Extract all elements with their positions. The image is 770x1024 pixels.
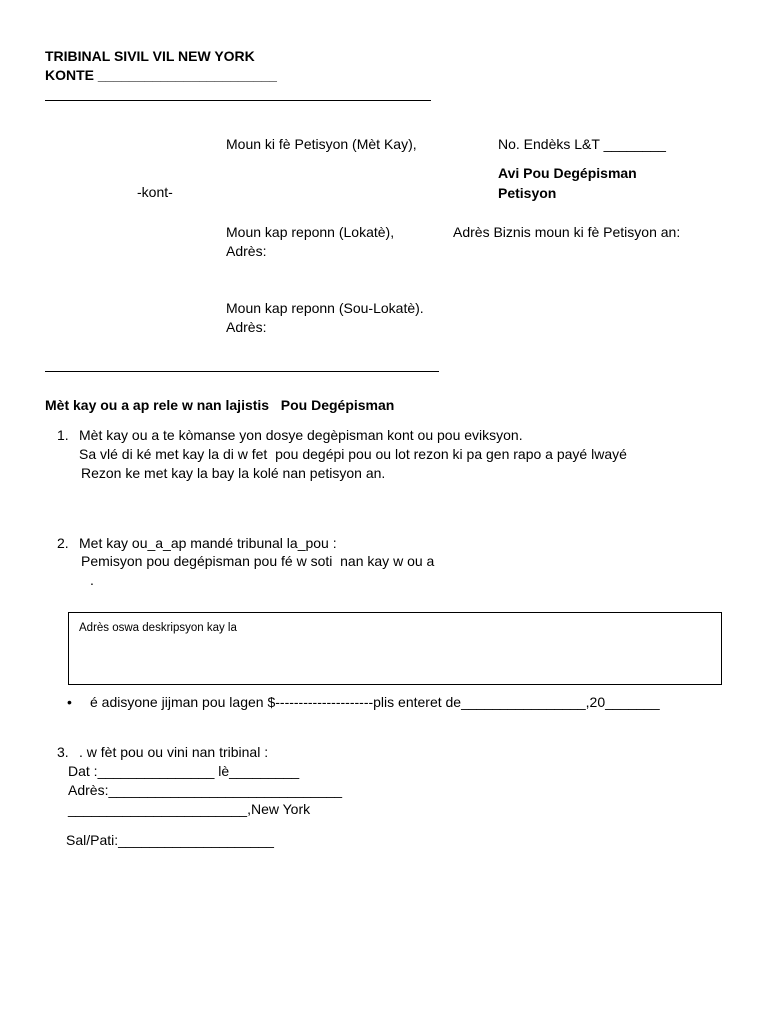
section-heading: Mèt kay ou a ap rele w nan lajistis Pou Degépisman xyxy=(45,397,395,413)
petitioner-label: Moun ki fè Petisyon (Mèt Kay), xyxy=(226,136,417,152)
notice-title-line2: Petisyon xyxy=(498,185,557,201)
header-divider xyxy=(45,100,431,101)
item3-number: 3. xyxy=(57,744,69,760)
court-title: TRIBINAL SIVIL VIL NEW YORK xyxy=(45,48,255,64)
item2-line1: Met kay ou_a_ap mandé tribunal la_pou : xyxy=(79,535,337,551)
address-line: Adrès:______________________________ xyxy=(68,782,343,798)
index-number-label: No. Endèks L&T ________ xyxy=(498,136,666,152)
bullet-icon: • xyxy=(67,694,72,710)
room-line: Sal/Pati:____________________ xyxy=(66,832,274,848)
item2-line3: . xyxy=(90,572,94,588)
address-box[interactable] xyxy=(68,612,722,685)
versus-label: -kont- xyxy=(137,184,173,200)
item2-number: 2. xyxy=(57,535,69,551)
address-box-label: Adrès oswa deskripsyon kay la xyxy=(79,622,237,634)
item1-line3: Rezon ke met kay la bay la kolé nan petisyon an. xyxy=(81,465,386,481)
respondent-subtenant-address-label: Adrès: xyxy=(226,319,267,335)
respondent-tenant-label: Moun kap reponn (Lokatè), xyxy=(226,224,395,240)
item1-line2: Sa vlé di ké met kay la di w fet pou degépi pou ou lot rezon ki pa gen rapo a payé lwayé xyxy=(79,446,627,462)
petitioner-business-address-label: Adrès Biznis moun ki fè Petisyon an: xyxy=(453,224,681,240)
respondent-tenant-address-label: Adrès: xyxy=(226,243,267,259)
item3-line1: . w fèt pou ou vini nan tribinal : xyxy=(79,744,269,760)
item1-line1: Mèt kay ou a te kòmanse yon dosye degèpisman kont ou pou eviksyon. xyxy=(79,427,523,443)
county-line: KONTE _______________________ xyxy=(45,67,277,83)
respondent-subtenant-label: Moun kap reponn (Sou-Lokatè). xyxy=(226,300,424,316)
notice-title-line1: Avi Pou Degépisman xyxy=(498,165,637,181)
city-line: _______________________,New York xyxy=(68,801,311,817)
judgment-line: é adisyone jijman pou lagen $---------------------plis enteret de________________,20_______ xyxy=(90,694,660,710)
caption-divider xyxy=(45,371,439,372)
date-line: Dat :_______________ lè_________ xyxy=(68,763,300,779)
item1-number: 1. xyxy=(57,427,69,443)
item2-line2: Pemisyon pou degépisman pou fé w soti nan kay w ou a xyxy=(81,553,435,569)
